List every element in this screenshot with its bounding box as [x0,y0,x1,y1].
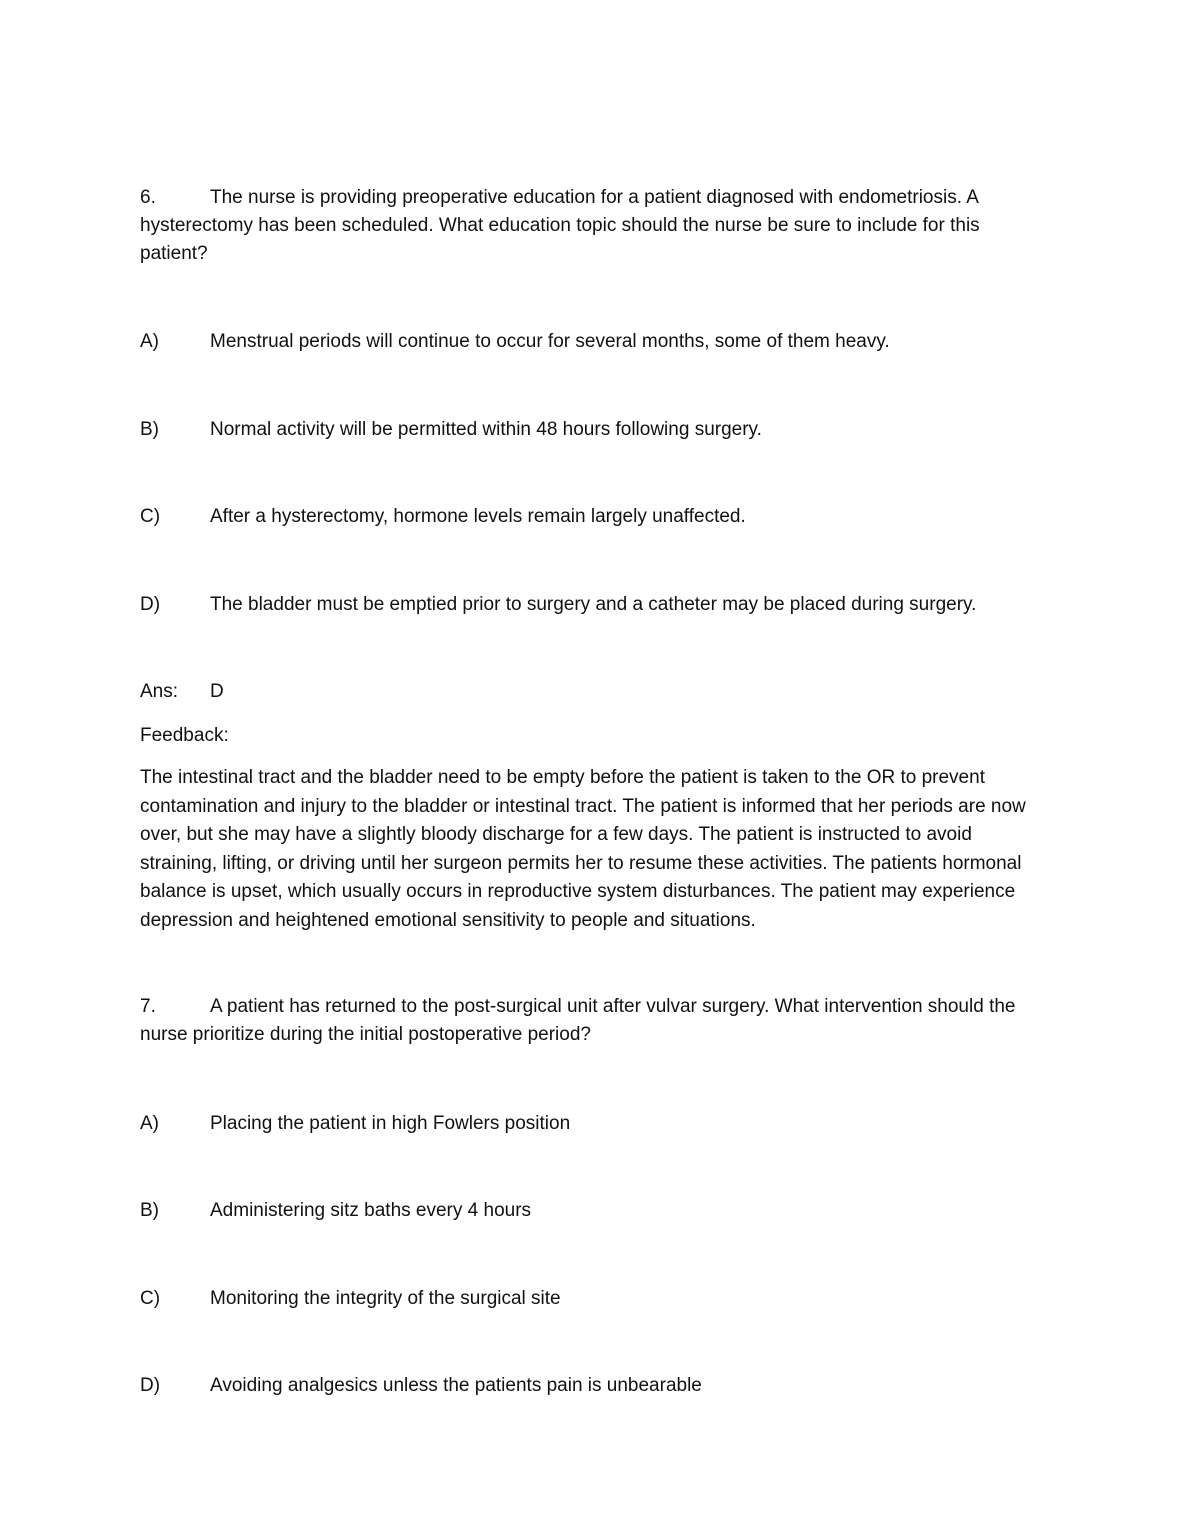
question-number: 6. [140,187,156,208]
question-7-option-b [140,1197,1050,1225]
option-letter: D) [140,1375,161,1396]
option-letter: D) [140,594,161,615]
question-7-option-a [140,1110,1050,1138]
option-text: Normal activity will be permitted within 48 hours following surgery. [210,419,762,440]
option-letter: B) [140,419,159,440]
question-6-option-a [140,328,1050,356]
feedback-label: Feedback: [140,725,229,746]
answer-value: D [210,681,224,702]
option-letter: B) [140,1200,159,1221]
option-letter: C) [140,506,161,527]
option-letter: A) [140,331,159,352]
option-text: Avoiding analgesics unless the patients pain is unbearable [210,1375,702,1396]
question-6-option-c [140,503,1050,531]
feedback-text: The intestinal tract and the bladder need to be empty before the patient is taken to the OR to prevent contamination and injury to the bladder or intestinal tract. The patient is informed that her periods are now over, but she may have a slightly bloody discharge for a few days. The patient is instructed to avoid straining, lifting, or driving until her surgeon permits her to resume these activities. The patients hormonal balance is upset, which usually occurs in reproductive system disturbances. The patient may experience depression and heightened emotional sensitivity to people and situations. [140,767,1026,931]
option-text: Menstrual periods will continue to occur for several months, some of them heavy. [210,331,890,352]
question-text: The nurse is providing preoperative education for a patient diagnosed with endometriosis. A hysterectomy has been scheduled. What education topic should the nurse be sure to include for this patient? [140,187,980,264]
question-number: 7. [140,996,156,1017]
option-text: The bladder must be emptied prior to surgery and a catheter may be placed during surgery. [210,594,977,615]
question-7-stem [140,993,1050,1049]
question-7-option-d [140,1372,1050,1400]
question-7-option-c [140,1285,1050,1313]
question-6-answer [140,678,1050,706]
option-text: Monitoring the integrity of the surgical site [210,1288,561,1309]
answer-label: Ans: [140,681,179,702]
option-letter: A) [140,1113,159,1134]
question-6-option-b [140,416,1050,444]
option-text: Administering sitz baths every 4 hours [210,1200,532,1221]
question-text: A patient has returned to the post-surgical unit after vulvar surgery. What intervention should the nurse prioritize during the initial postoperative period? [140,996,1016,1045]
option-letter: C) [140,1288,161,1309]
question-6-option-d [140,591,1050,619]
option-text: After a hysterectomy, hormone levels remain largely unaffected. [210,506,746,527]
question-6-stem [140,184,1050,268]
option-text: Placing the patient in high Fowlers position [210,1113,571,1134]
